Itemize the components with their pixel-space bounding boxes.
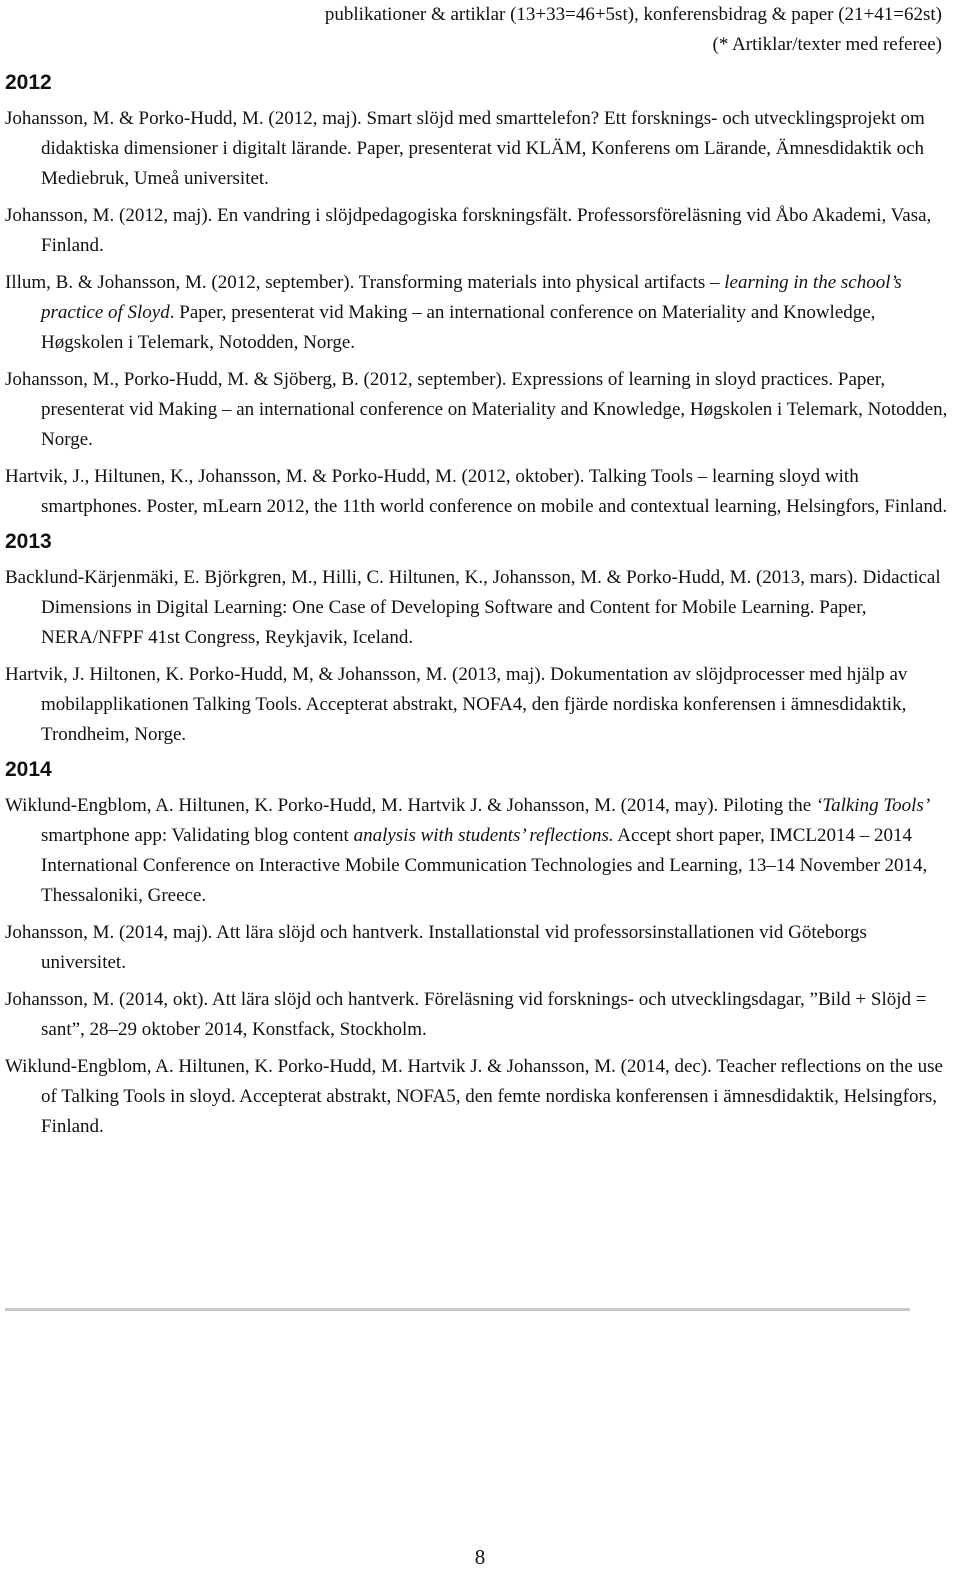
entry-title: Att lära slöjd och hantverk. [216, 922, 429, 943]
entry-details: Paper, presenterat vid KLÄM, Konferens om Lärande, Ämnesdidaktik och Mediebruk, Umeå universitet. [41, 138, 925, 189]
publication-list [5, 70, 950, 1149]
entry-authors: Johansson, M. & Porko-Hudd, M. (2012, maj). [5, 108, 367, 129]
list-item [5, 365, 950, 455]
entry-title: Teacher reflections on the use of Talking Tools in sloyd. [41, 1056, 943, 1107]
entry-details: Accepterat abstrakt, NOFA5, den femte nordiska konferensen i ämnesdidaktik, Helsingfors, Finland. [41, 1086, 937, 1137]
entry-details: Accept short paper, IMCL2014 – 2014 International Conference on Interactive Mobile Communication Technologies and Learning, 13–14 November 2014, Thessaloniki, Greece. [41, 825, 928, 906]
list-item [5, 104, 950, 194]
list-item [5, 201, 950, 261]
entry-title: En vandring i slöjdpedagogiska forskningsfält. [217, 205, 578, 226]
footer-divider [5, 1308, 910, 1311]
entry-authors: Hartvik, J. Hiltonen, K. Porko-Hudd, M, & Johansson, M. (2013, maj). [5, 664, 551, 685]
year-group-2014 [5, 757, 950, 1142]
entry-title: Expressions of learning in sloyd practices. [511, 369, 838, 390]
list-item [5, 1052, 950, 1142]
header-line-1: publikationer & artiklar (13+33=46+5st), konferensbidrag & paper (21+41=62st) [324, 4, 942, 25]
entry-title: Dokumentation av slöjdprocesser med hjälp av mobilapplikationen Talking Tools. [41, 664, 908, 715]
entry-details: Professorsföreläsning vid Åbo Akademi, Vasa, Finland. [41, 205, 932, 256]
entry-title: Didactical Dimensions in Digital Learning: One Case of Developing Software and Content for Mobile Learning. [41, 567, 941, 618]
list-item [5, 563, 950, 653]
entry-authors: Wiklund-Engblom, A. Hiltunen, K. Porko-Hudd, M. Hartvik J. & Johansson, M. (2014, may). [5, 795, 724, 816]
entry-details: Accepterat abstrakt, NOFA4, den fjärde nordiska konferensen i ämnesdidaktik, Trondheim, Norge. [41, 694, 907, 745]
entry-title-italic: ‘Talking Tools’ [815, 795, 931, 816]
year-heading: 2014 [5, 758, 52, 781]
entry-authors: Wiklund-Engblom, A. Hiltunen, K. Porko-Hudd, M. Hartvik J. & Johansson, M. (2014, dec). [5, 1056, 717, 1077]
entry-details: Poster, mLearn 2012, the 11th world conference on mobile and contextual learning, Helsingfors, Finland. [146, 496, 948, 517]
year-group-2013 [5, 529, 950, 750]
entry-title: Piloting the [723, 795, 816, 816]
entry-authors: Johansson, M. (2014, okt). [5, 989, 212, 1010]
entry-title: Transforming materials into physical artifacts – [358, 272, 725, 293]
entry-details: Installationstal vid professorsinstallationen vid Göteborgs universitet. [41, 922, 867, 973]
entry-details: Paper, NERA/NFPF 41st Congress, Reykjavik, Iceland. [41, 597, 867, 648]
list-item [5, 791, 950, 911]
list-item [5, 985, 950, 1045]
list-item [5, 660, 950, 750]
header-line-2: (* Artiklar/texter med referee) [712, 34, 942, 55]
entry-details: . Paper, presenterat vid Making – an international conference on Materiality and Knowledge, Høgskolen i Telemark, Notodden, Norge. [41, 302, 876, 353]
list-item [5, 462, 950, 522]
entry-details: Föreläsning vid forsknings- och utvecklingsdagar, ”Bild + Slöjd = sant”, 28–29 oktober 2014, Konstfack, Stockholm. [41, 989, 927, 1040]
year-heading: 2012 [5, 71, 52, 94]
entry-authors: Johansson, M., Porko-Hudd, M. & Sjöberg, B. (2012, september). [5, 369, 512, 390]
page-number: 8 [474, 1545, 486, 1569]
entry-authors: Johansson, M. (2012, maj). [5, 205, 218, 226]
list-item [5, 918, 950, 978]
page-header [325, 0, 942, 60]
entry-details: Paper, presenterat vid Making – an international conference on Materiality and Knowledge, Høgskolen i Telemark, Notodden, Norge. [41, 369, 948, 450]
entry-title: Smart slöjd med smarttelefon? Ett forsknings- och utvecklingsprojekt om didaktiska dimensioner i digitalt lärande. [41, 108, 925, 159]
entry-authors: Johansson, M. (2014, maj). [5, 922, 217, 943]
year-heading: 2013 [5, 530, 52, 553]
entry-title-italic: learning in the school’s practice of Sloyd [41, 272, 902, 323]
entry-authors: Illum, B. & Johansson, M. (2012, september). [5, 272, 359, 293]
list-item [5, 268, 950, 358]
entry-title-italic-2: analysis with students’ reflections. [353, 825, 614, 846]
entry-title: Att lära slöjd och hantverk. [211, 989, 425, 1010]
entry-authors: Backlund-Kärjenmäki, E. Björkgren, M., Hilli, C. Hiltunen, K., Johansson, M. & Porko-Hudd, M. (2013, mars). [5, 567, 863, 588]
entry-title: Talking Tools – learning sloyd with smartphones. [41, 466, 859, 517]
entry-title-continued: smartphone app: Validating blog content [41, 825, 354, 846]
entry-authors: Hartvik, J., Hiltunen, K., Johansson, M. & Porko-Hudd, M. (2012, oktober). [5, 466, 589, 487]
year-group-2012 [5, 70, 950, 522]
